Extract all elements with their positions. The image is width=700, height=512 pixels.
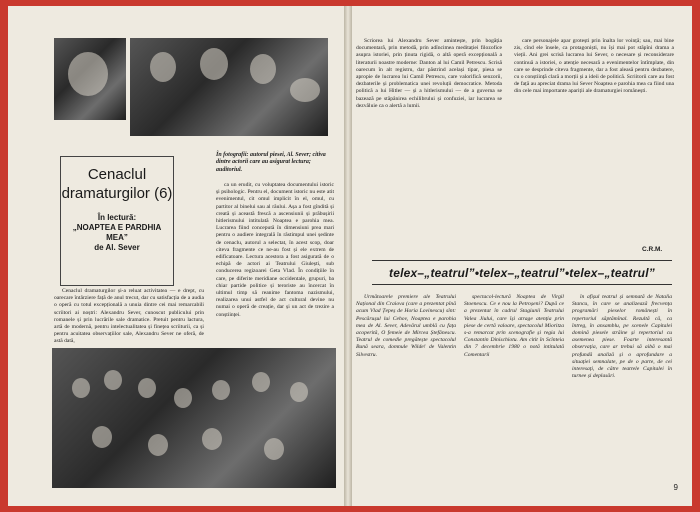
telex-banner: telex–„teatrul”•telex–„teatrul”•telex–„teatrul” xyxy=(389,266,655,280)
telex-column-2 xyxy=(464,294,564,494)
banner-bottom-rule xyxy=(372,284,672,285)
article-column-1 xyxy=(54,288,204,344)
article-continuation-column-1 xyxy=(356,38,502,250)
author-photo xyxy=(54,38,126,120)
article-paragraph: ca un erudit, cu voluptatea documentului istoric și psihologic. Pentru el, document istoric nu este atit evenimentul, cit omul implicit în el, omul, cu partitor al binelui sau al răului. Așa a fost gîndită și creată și această frescă a ascensiunii și prăbușirii hitlerismului intitulată Noaptea e parohia mea. Lucrarea fiind concepută în dimensiuni prea mari pentru o audiere integrală în răstimpul unei ședinte de cenaclu, autorul a selectat, în acest scop, doar citeva fragmente ce ne-au fost și ele extrem de edificatoare. Lectura acestora a fost asigurată de o echipă de actori ai Teatrului Giulești, sub conducerea regizoarei Geta Vlad. În condițiile în care, pe diferite meridiane occidentale, grupuri, ba chiar partide politice și teroriste au încercat în ultimul timp să reanime fantoma nazismului, realizarea unui astfel de act cultural devine nu numai o operă de creație, dar și un act de trezire a conștiinței. xyxy=(216,182,334,318)
telex-paragraph: spectacol-lectură Noaptea de Virgil Stoenescu. Ce e nou la Petroșeni? După ce a prezentat în cadrul Stagiunii Teatrului Valea Jiului, care își atrage atenția prin piese de certă valoare, spectacolul Mioritza s-a remarcat prin scenografie și regia lui Constantin Dinischiotu. Am citit în Scînteia din 7 decembrie 1980 o notă intitulată Comentarii xyxy=(464,294,564,358)
subtitle-lecture: În lectură: xyxy=(97,213,137,222)
article-paragraph: Scriorea lui Alexandru Sever amintește, prin bogăția documentară, prin metodă, prin adîncimea meditației filozofice asupra istoriei, prin ținuta rigidă, o altă operă excepțională a literaturii noastre moderne: Danton al lui Camil Petrescu. Scrisă oarecum în alt registru, dar păstrind același tipar, piesa se apropie de lucrarea lui Camil Petrescu, care valorifică senzorii, dezbaterile și problematica unei revoluții democratice. Metoda politică a lui Hitler — și a hitlerismului — de a guverna se bazează pe stăpânirea echilibrului și confuziei, iar lucrarea se dezvăluie ca o alertă a lumii. xyxy=(356,38,502,109)
telex-paragraph: în afișul teatrul și semnată de Natalia Stancu, în care se analizează frecvența programări pieselor românești în repertoriul săptămînal. Rezultă că, ca întreg, în ansamblu, pe scenele Capitalei domină piesele străine și repertoriul cu asemenea piese. Foarte interesantă observația, care ar trebui să aibă o mai profundă analiză și o aprofundare a situației semnalate, pe de o parte, de cei interesați, de către teatrele Capitalei în turnee și deplasări. xyxy=(572,294,672,380)
photo-caption: În fotografii: autorul piesei, Al. Sever; citiva dintre actorii care au asigurat lectura; auditoriul. xyxy=(216,152,326,173)
article-title: Cenaclul dramaturgilor (6) xyxy=(61,166,173,202)
article-column-2 xyxy=(216,182,334,342)
page-number: 9 xyxy=(673,483,678,492)
article-lead-paragraph: Cenaclul dramaturgilor și-a reluat activitatea — e drept, cu oarecare întârziere față de anul trecut, dar cu satisfacția de a audia o operă cu totul excepțională a unuia dintre cei mai remarcabili scriitori ai noștri: Alexandru Sever, cunoscut publicului prin romanele și prin lucrările sale dramatice. Pretuit pentru lactura, artă de modernă, pentru intelectualitatea și finețea scriiturii, ca și pentru acuitatea observațiilor sale, Alexandru Sever ne oferă, de astă dată, xyxy=(54,288,204,345)
audience-photo xyxy=(52,348,336,488)
book-gutter xyxy=(344,6,352,506)
subtitle-author: de Al. Sever xyxy=(94,243,140,252)
author-signature: C.R.M. xyxy=(642,246,663,253)
article-title-box xyxy=(60,156,174,286)
telex-column-1 xyxy=(356,294,456,494)
right-page xyxy=(352,6,692,506)
article-continuation-column-2 xyxy=(514,38,674,250)
subtitle-play-title: „NOAPTEA E PARDHIA MEA” xyxy=(72,223,162,242)
telex-column-3 xyxy=(572,294,672,490)
article-paragraph: care personajele apar grotești prin înalta lor voință; sau, mai bine zis, cînd ele însele, ca protagoniști, nu își mai pot stăpîni drama a vieții. Ani grei scrisă lucrarea lui Sever, o necesare și reconsiderare continuă a istoriei, o atenție necesară a evenimentelor întîmplate, din care se desprinde citeva fragmente, dar a fost aleasă pentru dezbatere, cu o conștiință clară a morții și a ideii de politică. Scriitorii care au fost de față au apreciat drama lui Sever Noaptea e parohia mea ca fiind una din cele mai importante apariții ale dramaturgiei românești. xyxy=(514,38,674,95)
telex-paragraph: Următoarele premiere ale Teatrului Național din Craiova (care a prezentat pînă acum Vlad Țepeș de Horia Lovinescu) sînt: Pescărușul lui Cehov, Noaptea e parohia mea de Al. Sever, Adevărul umblă cu fața acoperită, O femeie de Mircea Ștefănescu. Teatrul de comedie pregătește spectacolul Bună seara, domnule Wilde! de Valentin Silvestru. xyxy=(356,294,456,358)
article-subtitle xyxy=(61,213,173,253)
banner-top-rule xyxy=(372,260,672,261)
actors-photo xyxy=(130,38,328,136)
left-page xyxy=(8,6,344,506)
